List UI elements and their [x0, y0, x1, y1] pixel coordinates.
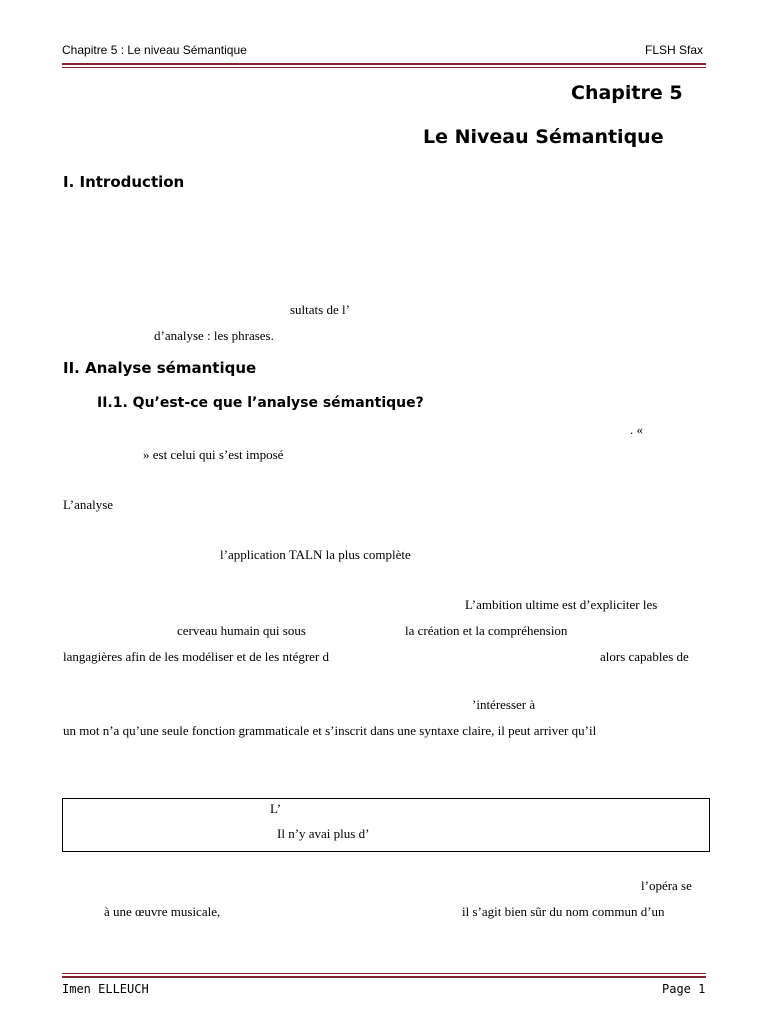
text-fragment: l’opéra se: [641, 878, 692, 893]
header-rule-thin: [62, 67, 706, 68]
text-fragment: . «: [630, 422, 643, 437]
footer-author: Imen ELLEUCH: [62, 982, 149, 996]
chapter-number-title: Chapitre 5: [571, 82, 683, 104]
text-fragment: L’analyse: [63, 497, 114, 512]
example-line-1: L’: [270, 801, 282, 816]
header-chapter-title: Chapitre 5 : Le niveau Sémantique: [62, 43, 247, 57]
text-fragment: un mot n’a qu’une seule fonction grammaticale et s’inscrit dans une syntaxe claire, il peut arriver qu’il: [63, 723, 597, 738]
header-rule: [62, 63, 706, 65]
header-institution: FLSH Sfax: [645, 43, 704, 57]
text-fragment: ’intéresser à: [472, 697, 536, 712]
text-fragment: » est celui qui s’est imposé: [143, 447, 284, 462]
text-fragment: la création et la compréhension: [405, 623, 568, 638]
footer-rule: [62, 976, 706, 978]
text-fragment: cerveau humain qui sous: [177, 623, 306, 638]
text-fragment: L’ambition ultime est d’expliciter les: [465, 597, 658, 612]
text-fragment: à une œuvre musicale,: [104, 904, 221, 919]
text-fragment: sultats de l’: [290, 302, 350, 317]
footer-rule-thin: [62, 973, 706, 974]
text-fragment: alors capables de: [600, 649, 689, 664]
text-fragment: l’application TALN la plus complète: [220, 547, 411, 562]
example-box: [62, 798, 710, 852]
footer-page-number: Page 1: [662, 982, 706, 996]
section-heading-analyse-semantique: II. Analyse sémantique: [63, 359, 257, 377]
text-fragment: langagières afin de les modéliser et de les ntégrer d: [63, 649, 330, 664]
section-heading-introduction: I. Introduction: [63, 173, 185, 191]
text-fragment: il s’agit bien sûr du nom commun d’un: [462, 904, 665, 919]
text-fragment: d’analyse : les phrases.: [154, 328, 274, 343]
example-line-2: Il n’y avai plus d’: [277, 826, 370, 841]
chapter-main-title: Le Niveau Sémantique: [423, 126, 664, 148]
subsection-heading: II.1. Qu’est-ce que l’analyse sémantique?: [97, 395, 424, 411]
